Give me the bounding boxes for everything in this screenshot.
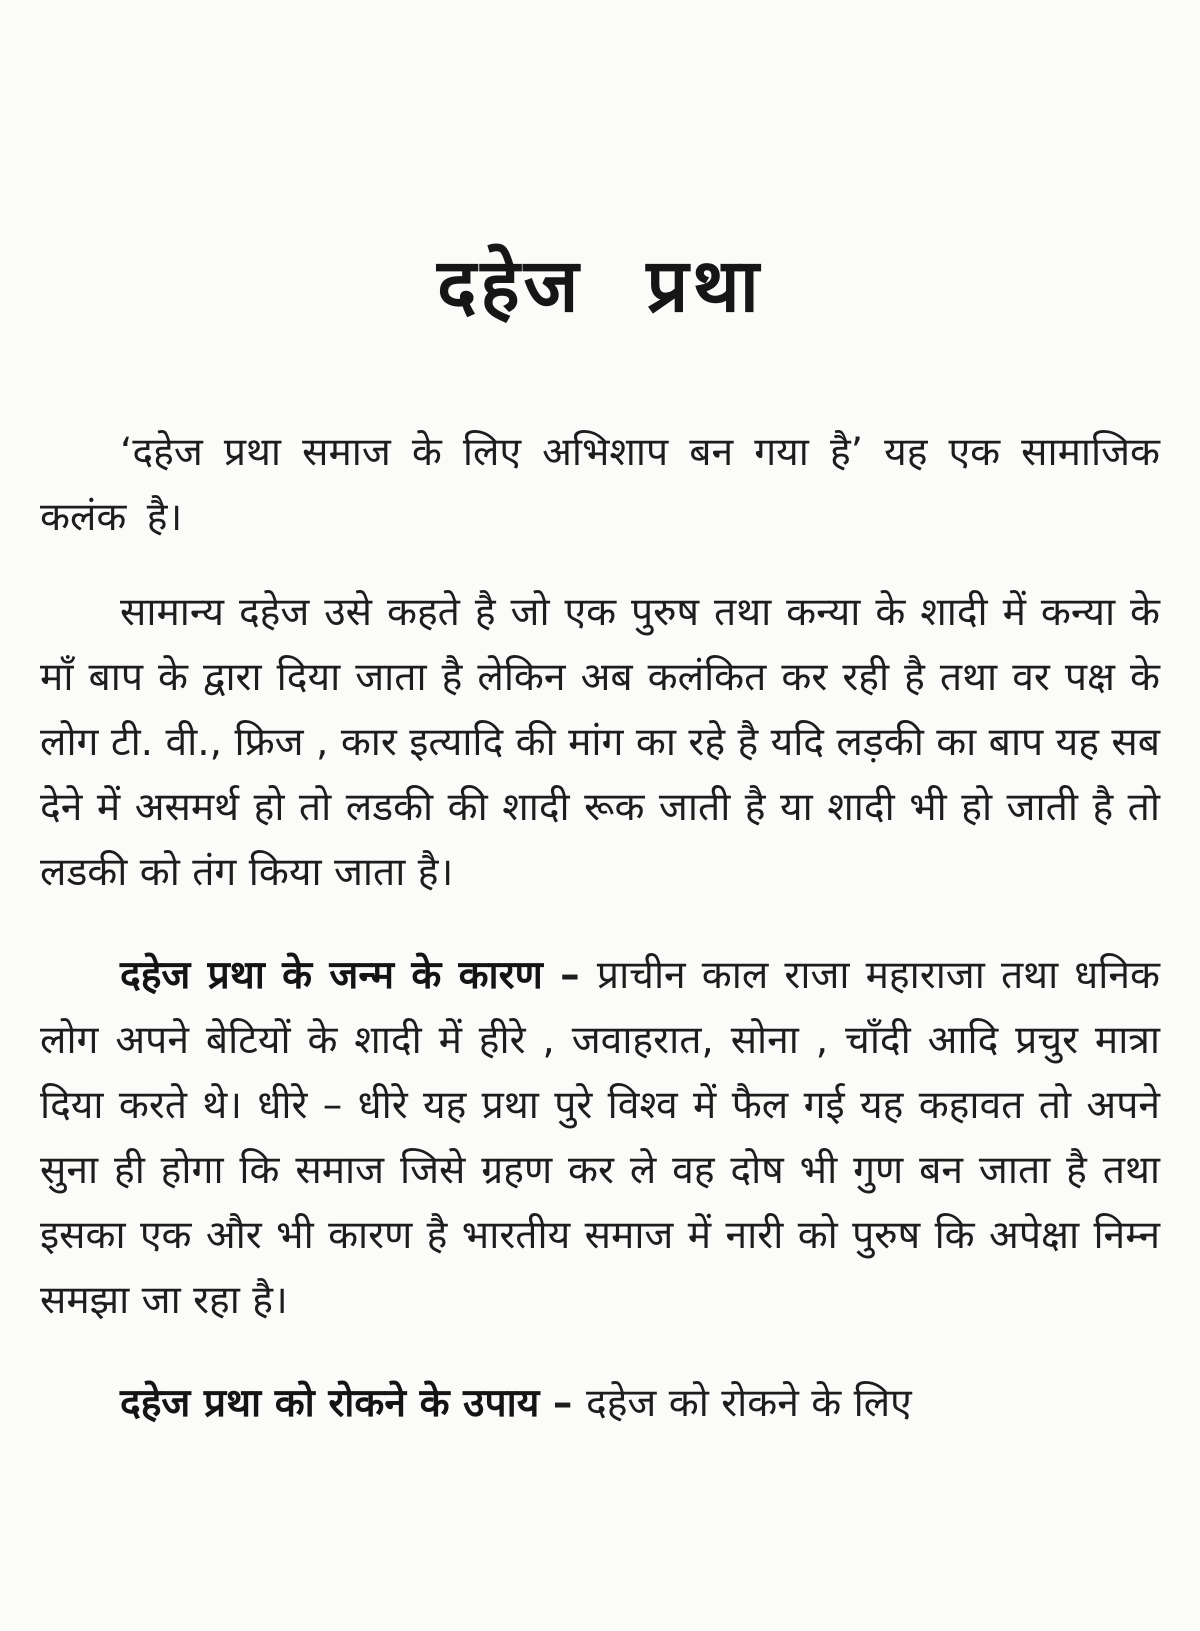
definition-paragraph bbox=[40, 580, 1160, 905]
intro-paragraph bbox=[40, 420, 1160, 550]
causes-heading: दहेज प्रथा के जन्म के कारण bbox=[120, 953, 543, 998]
prevention-heading: दहेज प्रथा को रोकने के उपाय bbox=[120, 1381, 540, 1426]
intro-paragraph-text: ‘दहेज प्रथा समाज के लिए अभिशाप बन गया है’ यह एक सामाजिक कलंक है। bbox=[40, 430, 1160, 540]
prevention-paragraph bbox=[40, 1371, 1160, 1436]
prevention-separator: – bbox=[539, 1381, 587, 1426]
page-title: दहेज प्रथा bbox=[437, 242, 763, 329]
causes-separator: – bbox=[542, 953, 597, 998]
causes-paragraph-text: प्राचीन काल राजा महाराजा तथा धनिक लोग अपने बेटियों के शादी में हीरे , जवाहरात, सोना , चाँदी आदि प्रचुर मात्रा दिया करते थे। धीरे – धीरे यह प्रथा पुरे विश्व में फैल गई यह कहावत तो अपने सुना ही होगा कि समाज जिसे ग्रहण कर ले वह दोष भी गुण बन जाता है तथा इसका एक और भी कारण है भारतीय समाज में नारी को पुरुष कि अपेक्षा निम्न समझा जा रहा है। bbox=[40, 953, 1160, 1323]
prevention-paragraph-text: दहेज को रोकने के लिए bbox=[586, 1381, 912, 1426]
causes-paragraph bbox=[40, 943, 1160, 1333]
document-body bbox=[40, 420, 1160, 1436]
definition-paragraph-text: सामान्य दहेज उसे कहते है जो एक पुरुष तथा कन्या के शादी में कन्या के माँ बाप के द्वारा दिया जाता है लेकिन अब कलंकित कर रही है तथा वर पक्ष के लोग टी. वी., फ्रिज , कार इत्यादि की मांग का रहे है यदि लड़की का बाप यह सब देने में असमर्थ हो तो लडकी की शादी रूक जाती है या शादी भी हो जाती है तो लडकी को तंग किया जाता है। bbox=[40, 590, 1160, 895]
